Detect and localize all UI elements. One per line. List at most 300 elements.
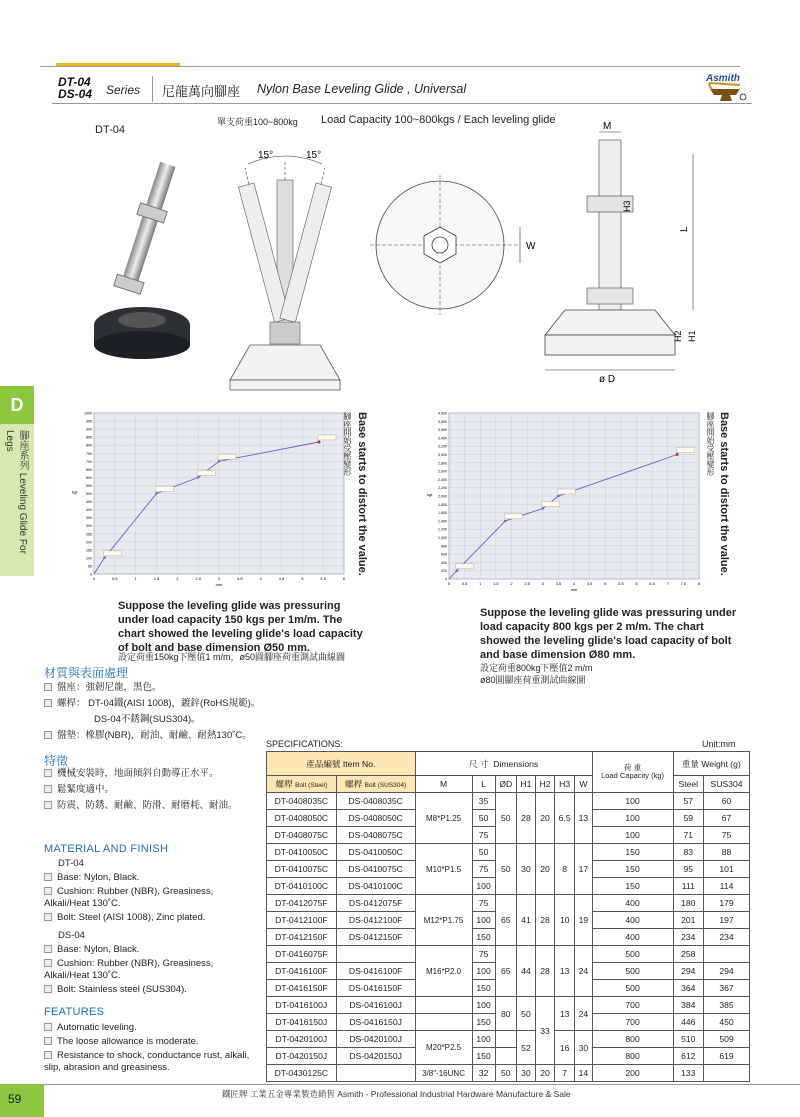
table-cell: 20 — [535, 1065, 554, 1082]
y-tick-label: 2,200 — [438, 486, 447, 491]
x-tick-label: 0 — [447, 581, 451, 586]
table-cell: 75 — [704, 827, 750, 844]
table-row — [267, 793, 750, 810]
table-cell: DS-0416100J — [336, 997, 415, 1014]
table-cell — [495, 1031, 516, 1048]
list-item: Cushion: Rubber (NBR), Greasiness, Alkali/Heat 130˚C. — [44, 886, 214, 909]
table-cell: DS-0410100C — [336, 878, 415, 895]
data-label-box — [197, 470, 215, 475]
table-cell: 28 — [535, 946, 554, 997]
th-steel: Steel — [673, 776, 703, 793]
table-cell: 150 — [472, 1048, 495, 1065]
table-cell: 24 — [575, 946, 592, 997]
chart1-note: Suppose the leveling glide was pressuring under load capacity 150 kgs per 1m/m. The chart showed the leveling glide's load capacity of bolt and base dimension Ø50 mm. — [118, 600, 363, 654]
chart1-note-zh: 設定荷重150kg下壓值1 m/m，ø50圓腳座荷重測試曲線圖 — [118, 652, 346, 662]
table-cell: 52 — [516, 1031, 535, 1065]
list-label: DT-04 — [58, 858, 84, 869]
data-point — [103, 557, 105, 559]
chart2-side-caption: Base starts to distort the value. — [718, 412, 730, 576]
dim-h1-label: H1 — [687, 330, 697, 342]
features-en-list — [44, 1022, 259, 1074]
table-cell: 234 — [704, 929, 750, 946]
table-row — [267, 1065, 750, 1082]
table-cell: 80 — [495, 997, 516, 1031]
y-tick-label: 2,000 — [438, 494, 447, 499]
y-tick-label: 950 — [86, 419, 92, 424]
table-cell: DT-0412075F — [267, 895, 337, 912]
header-divider — [152, 76, 153, 102]
th-d: ØD — [495, 776, 516, 793]
table-cell: 500 — [592, 946, 673, 963]
table-cell: 114 — [704, 878, 750, 895]
list-item: 鬆緊度適中。 — [44, 784, 269, 796]
table-cell: 150 — [472, 1014, 495, 1031]
features-en-heading: FEATURES — [44, 1006, 105, 1018]
list-item: Bolt: Steel (AISI 1008), Zinc plated. — [44, 912, 259, 924]
table-cell: DT-0410100C — [267, 878, 337, 895]
y-tick-label: 200 — [86, 540, 92, 545]
list-item: Cushion: Rubber (NBR), Greasiness, Alkali/Heat 130˚C. — [44, 958, 214, 981]
y-tick-label: 500 — [86, 492, 92, 496]
x-tick-label: 2.5 — [524, 581, 530, 586]
table-cell: 100 — [472, 997, 495, 1014]
materials-zh-list — [44, 682, 344, 742]
list-item: Resistance to shock, conductance rust, alkali, slip, abrasion and greasiness. — [44, 1050, 250, 1073]
table-cell: DT-0416100F — [267, 963, 337, 980]
table-cell: 50 — [495, 1065, 516, 1082]
table-cell: 258 — [673, 946, 703, 963]
y-tick-label: 750 — [86, 451, 92, 456]
table-cell: DS-0412150F — [336, 929, 415, 946]
y-axis-label: kgf — [72, 489, 78, 495]
table-cell: 50 — [472, 844, 495, 861]
x-tick-label: 6.5 — [649, 581, 655, 586]
y-tick-label: 600 — [441, 552, 447, 557]
table-cell: 500 — [592, 963, 673, 980]
chart2-note: Suppose the leveling glide was pressuring under load capacity 800 kgs per 2 m/m. The chart showed the leveling glide's load capacity of bolt and base dimension Ø80 mm. — [480, 607, 737, 661]
th-bolt-sus: 螺桿 Bolt (SUS304) — [336, 776, 415, 793]
table-cell: 50 — [472, 810, 495, 827]
series-word: Series — [106, 83, 141, 97]
data-label-box — [557, 489, 575, 494]
table-cell: 150 — [472, 980, 495, 997]
x-tick-label: 4 — [259, 576, 262, 581]
table-cell — [495, 1048, 516, 1065]
x-tick-label: 4 — [572, 581, 576, 586]
table-cell: 800 — [592, 1048, 673, 1065]
table-cell — [415, 1014, 472, 1031]
table-cell: 65 — [495, 946, 516, 997]
angle-left-label: 15° — [258, 150, 274, 161]
table-cell: DT-0416150F — [267, 980, 337, 997]
dim-h3-label: H3 — [622, 200, 632, 212]
y-tick-label: 1000 — [84, 411, 92, 416]
table-cell: 612 — [673, 1048, 703, 1065]
table-cell: 150 — [472, 929, 495, 946]
table-cell: DT-0410050C — [267, 844, 337, 861]
product-photo — [80, 150, 200, 365]
x-tick-label: 5 — [301, 576, 304, 581]
chart2-note-zh-1: 設定荷重800kg下壓值2 m/m — [480, 663, 593, 673]
tilt-angle-diagram — [210, 140, 360, 410]
x-tick-label: 2 — [176, 576, 179, 581]
chart2-side-caption-zh: 腳座開始受壓變形 — [706, 412, 715, 476]
y-tick-label: 1,200 — [438, 527, 447, 532]
footer-rule — [44, 1084, 800, 1085]
x-tick-label: 7.5 — [680, 581, 687, 586]
data-point — [218, 460, 220, 462]
y-tick-label: 3,600 — [438, 428, 447, 433]
table-cell: 384 — [673, 997, 703, 1014]
table-cell: 400 — [592, 929, 673, 946]
table-cell: DS-0416150F — [336, 980, 415, 997]
data-point — [456, 570, 458, 572]
th-w: W — [575, 776, 592, 793]
table-cell: DS-0408035C — [336, 793, 415, 810]
table-cell: DS-0420150J — [336, 1048, 415, 1065]
table-row — [267, 844, 750, 861]
y-tick-label: 1,000 — [438, 536, 447, 540]
table-cell: DS-0412075F — [336, 895, 415, 912]
table-row — [267, 895, 750, 912]
list-item: 盤墊：橡膠(NBR)，耐油、耐鹼、耐熱130˚C。 — [44, 730, 344, 742]
x-tick-label: 8 — [697, 581, 701, 586]
table-cell: M10*P1.5 — [415, 844, 472, 895]
table-cell: 32 — [472, 1065, 495, 1082]
table-cell: 44 — [516, 946, 535, 997]
table-cell: 19 — [575, 895, 592, 946]
spec-table — [266, 751, 750, 1082]
table-cell: 10 — [555, 895, 575, 946]
table-row — [267, 1031, 750, 1048]
x-tick-label: 4.5 — [586, 581, 593, 586]
y-tick-label: 50 — [88, 564, 92, 569]
table-cell: 24 — [575, 997, 592, 1031]
x-tick-label: 0 — [92, 576, 96, 581]
data-point — [557, 495, 559, 497]
table-cell: 100 — [472, 912, 495, 929]
table-cell: 7 — [555, 1065, 575, 1082]
y-tick-label: 3,800 — [438, 419, 447, 424]
table-cell: 509 — [704, 1031, 750, 1048]
table-cell: 14 — [575, 1065, 592, 1082]
x-tick-label: 7 — [666, 581, 669, 586]
table-cell: 30 — [575, 1031, 592, 1065]
list-item: Base: Nylon, Black. — [44, 872, 259, 884]
y-tick-label: 400 — [441, 560, 447, 565]
x-tick-label: 1 — [479, 581, 482, 586]
table-row — [267, 946, 750, 963]
table-cell: 294 — [704, 963, 750, 980]
table-cell: 400 — [592, 895, 673, 912]
table-cell: DS-0410075C — [336, 861, 415, 878]
table-cell: 28 — [535, 895, 554, 946]
table-cell: 59 — [673, 810, 703, 827]
page-number: 59 — [8, 1092, 22, 1106]
list-item: 防震、防銹、耐鹼、防滑、耐磨耗、耐油。 — [44, 800, 269, 812]
y-tick-label: 650 — [86, 467, 92, 472]
x-tick-label: 5.5 — [320, 576, 326, 581]
table-cell: 197 — [704, 912, 750, 929]
table-cell: 8 — [555, 844, 575, 895]
y-tick-label: 900 — [86, 427, 92, 432]
y-tick-label: 800 — [86, 443, 92, 448]
data-label-box — [504, 514, 522, 519]
table-cell: 150 — [592, 844, 673, 861]
load-chart-80mm — [415, 405, 705, 595]
table-cell: 83 — [673, 844, 703, 861]
features-zh-heading: 特徵 — [44, 754, 69, 768]
table-cell: 65 — [495, 895, 516, 946]
data-point — [504, 520, 506, 522]
x-tick-label: 5.5 — [618, 581, 624, 586]
y-tick-label: 550 — [86, 483, 92, 488]
table-cell: 30 — [516, 844, 535, 895]
dim-l-label: L — [679, 226, 690, 232]
y-tick-label: 0 — [90, 572, 92, 577]
page-title-zh: 尼龍萬向腳座 — [162, 84, 241, 99]
table-cell: 71 — [673, 827, 703, 844]
header-top-rule — [40, 66, 740, 67]
table-cell: 20 — [535, 793, 554, 844]
x-tick-label: 1.5 — [493, 581, 499, 586]
y-tick-label: 100 — [86, 556, 92, 561]
x-tick-label: 3 — [217, 576, 221, 581]
y-tick-label: 450 — [86, 500, 92, 505]
list-item: Base: Nylon, Black. — [44, 944, 259, 956]
y-tick-label: 3,000 — [438, 453, 447, 457]
table-cell: 100 — [472, 1031, 495, 1048]
th-h2: H2 — [535, 776, 554, 793]
footer-page-block — [0, 1084, 44, 1117]
x-tick-label: 6 — [342, 576, 346, 581]
table-cell — [704, 1065, 750, 1082]
th-h1: H1 — [516, 776, 535, 793]
y-tick-label: 350 — [86, 516, 92, 521]
table-cell: DT-0408075C — [267, 827, 337, 844]
table-cell: 364 — [673, 980, 703, 997]
table-cell: 133 — [673, 1065, 703, 1082]
section-tab-letter: D — [0, 386, 34, 424]
table-cell: 100 — [472, 878, 495, 895]
y-tick-label: 800 — [441, 544, 447, 549]
header-bottom-rule — [52, 103, 752, 104]
table-cell: DT-0410075C — [267, 861, 337, 878]
list-item: The loose allowance is moderate. — [44, 1036, 259, 1048]
table-cell — [336, 1065, 415, 1082]
y-tick-label: 700 — [86, 459, 92, 464]
list-item: Automatic leveling. — [44, 1022, 259, 1034]
y-tick-label: 850 — [86, 435, 92, 440]
th-weight: 重量 Weight (g) — [673, 752, 749, 776]
x-tick-label: 0.5 — [461, 581, 468, 586]
list-item: DS-04不銹鋼(SUS304)。 — [94, 714, 201, 725]
data-point — [197, 476, 199, 478]
x-tick-label: 2.5 — [195, 576, 201, 581]
th-dimensions: 尺 寸 Dimensions — [415, 752, 592, 776]
table-cell: 35 — [472, 793, 495, 810]
x-tick-label: 4.5 — [278, 576, 285, 581]
list-item: 機械安裝時，地面傾斜自動導正水平。 — [44, 768, 269, 780]
table-cell: 28 — [516, 793, 535, 844]
list-item: Bolt: Stainless steel (SUS304). — [44, 984, 259, 996]
data-point — [155, 492, 157, 494]
table-row — [267, 1048, 750, 1065]
dim-m-label: M — [603, 121, 612, 132]
list-label: DS-04 — [58, 930, 85, 941]
x-axis-label: mm — [215, 582, 223, 587]
y-tick-label: 3,200 — [438, 444, 447, 449]
data-label-box — [676, 448, 694, 453]
table-cell: DT-0412150F — [267, 929, 337, 946]
th-load: 荷 重 Load Capacity (kg) — [592, 752, 673, 793]
y-tick-label: 2,400 — [438, 477, 447, 482]
table-cell: 111 — [673, 878, 703, 895]
table-cell: 33 — [535, 997, 554, 1065]
table-cell: 57 — [673, 793, 703, 810]
table-cell: DS-0416150J — [336, 1014, 415, 1031]
table-cell: 234 — [673, 929, 703, 946]
table-cell: DS-0408075C — [336, 827, 415, 844]
table-cell: 619 — [704, 1048, 750, 1065]
table-cell: DS-0410050C — [336, 844, 415, 861]
y-tick-label: 4,000 — [438, 411, 447, 416]
table-row — [267, 997, 750, 1014]
dim-h2-label: H2 — [673, 330, 683, 342]
materials-en-list — [44, 858, 259, 996]
table-cell: 75 — [472, 946, 495, 963]
chart1-side-caption: Base starts to distort the value. — [356, 412, 368, 576]
y-tick-label: 250 — [86, 532, 92, 537]
y-tick-label: 1,400 — [438, 519, 447, 524]
load-capacity-zh: 單支荷重100~800kg — [217, 117, 298, 127]
x-tick-label: 3 — [541, 581, 544, 586]
materials-en-heading: MATERIAL AND FINISH — [44, 843, 169, 855]
load-capacity-en: Load Capacity 100~800kgs / Each leveling glide — [321, 114, 556, 126]
y-tick-label: 600 — [86, 475, 92, 480]
x-tick-label: 3.5 — [555, 581, 562, 586]
table-cell: 100 — [472, 963, 495, 980]
table-cell: 100 — [592, 810, 673, 827]
end-marker — [676, 453, 679, 456]
x-tick-label: 6 — [635, 581, 638, 586]
asmith-logo: Asmith — [706, 73, 748, 103]
table-cell: 13 — [555, 997, 575, 1031]
data-point — [542, 507, 544, 509]
y-axis-label: kgf — [427, 492, 433, 497]
th-m: M — [415, 776, 472, 793]
table-cell: 6.5 — [555, 793, 575, 844]
section-tab-text: 腳座系列 Leveling Glide For Legs — [4, 430, 28, 554]
table-cell: 385 — [704, 997, 750, 1014]
materials-zh-heading: 材質與表面處理 — [44, 666, 129, 680]
table-cell: M16*P2.0 — [415, 946, 472, 997]
spec-label: SPECIFICATIONS: — [266, 739, 343, 749]
angle-right-label: 15° — [306, 150, 322, 161]
data-label-box — [318, 435, 336, 440]
table-cell: 20 — [535, 844, 554, 895]
th-l: L — [472, 776, 495, 793]
spec-unit: Unit:mm — [702, 739, 736, 749]
x-tick-label: 0.5 — [112, 576, 118, 581]
y-tick-label: 2,600 — [438, 469, 447, 474]
data-label-box — [156, 487, 174, 492]
table-cell: 75 — [472, 895, 495, 912]
data-label-box — [456, 564, 474, 569]
table-cell: 75 — [472, 861, 495, 878]
table-cell: 16 — [555, 1031, 575, 1065]
table-cell: 17 — [575, 844, 592, 895]
table-cell: 3/8"-16UNC — [415, 1065, 472, 1082]
table-cell: 450 — [704, 1014, 750, 1031]
table-cell: 88 — [704, 844, 750, 861]
features-zh-list — [44, 768, 269, 812]
x-tick-label: 1 — [134, 576, 137, 581]
table-cell: DS-0408050C — [336, 810, 415, 827]
table-cell: 180 — [673, 895, 703, 912]
table-cell: 30 — [516, 1065, 535, 1082]
table-cell: 75 — [472, 827, 495, 844]
series-code: DT-04 DS-04 — [58, 75, 93, 101]
table-cell: 41 — [516, 895, 535, 946]
table-cell: 201 — [673, 912, 703, 929]
th-h3: H3 — [555, 776, 575, 793]
table-cell: 500 — [592, 980, 673, 997]
y-tick-label: 200 — [441, 569, 447, 574]
y-tick-label: 1,800 — [438, 502, 447, 507]
side-view-diagram — [515, 120, 725, 390]
table-cell: 100 — [592, 793, 673, 810]
table-cell: DT-0416075F — [267, 946, 337, 963]
table-cell: 13 — [555, 946, 575, 997]
table-cell: 700 — [592, 997, 673, 1014]
table-cell: DT-0420100J — [267, 1031, 337, 1048]
list-item: 盤座：強韌尼龍，黑色。 — [44, 682, 344, 694]
table-cell: DT-0408035C — [267, 793, 337, 810]
y-tick-label: 150 — [86, 548, 92, 553]
table-cell: 50 — [516, 997, 535, 1031]
dim-d-label: ø D — [599, 374, 616, 385]
table-cell: 50 — [495, 793, 516, 844]
table-cell: DS-0420100J — [336, 1031, 415, 1048]
th-bolt-steel: 螺桿 Bolt (Steel) — [267, 776, 337, 793]
table-cell: 13 — [575, 793, 592, 844]
table-cell: 700 — [592, 1014, 673, 1031]
table-cell — [336, 946, 415, 963]
table-cell: 446 — [673, 1014, 703, 1031]
data-label-box — [542, 501, 560, 506]
data-label-box — [218, 454, 236, 459]
table-cell: 60 — [704, 793, 750, 810]
table-cell: DT-0430125C — [267, 1065, 337, 1082]
table-cell: DS-0416100F — [336, 963, 415, 980]
table-cell: 67 — [704, 810, 750, 827]
table-cell: 100 — [592, 827, 673, 844]
table-cell: 400 — [592, 912, 673, 929]
x-tick-label: 3.5 — [237, 576, 243, 581]
x-tick-label: 2 — [510, 581, 513, 586]
table-cell: 150 — [592, 878, 673, 895]
table-cell: M8*P1.25 — [415, 793, 472, 844]
y-tick-label: 400 — [86, 508, 92, 513]
end-marker — [318, 440, 321, 443]
x-tick-label: 5 — [604, 581, 607, 586]
chart2-note-zh-2: ø80圓腳座荷重測試曲線圖 — [480, 675, 586, 685]
table-cell: 200 — [592, 1065, 673, 1082]
dim-w-label: W — [526, 241, 536, 252]
table-cell: 95 — [673, 861, 703, 878]
y-tick-label: 1,600 — [438, 511, 447, 516]
